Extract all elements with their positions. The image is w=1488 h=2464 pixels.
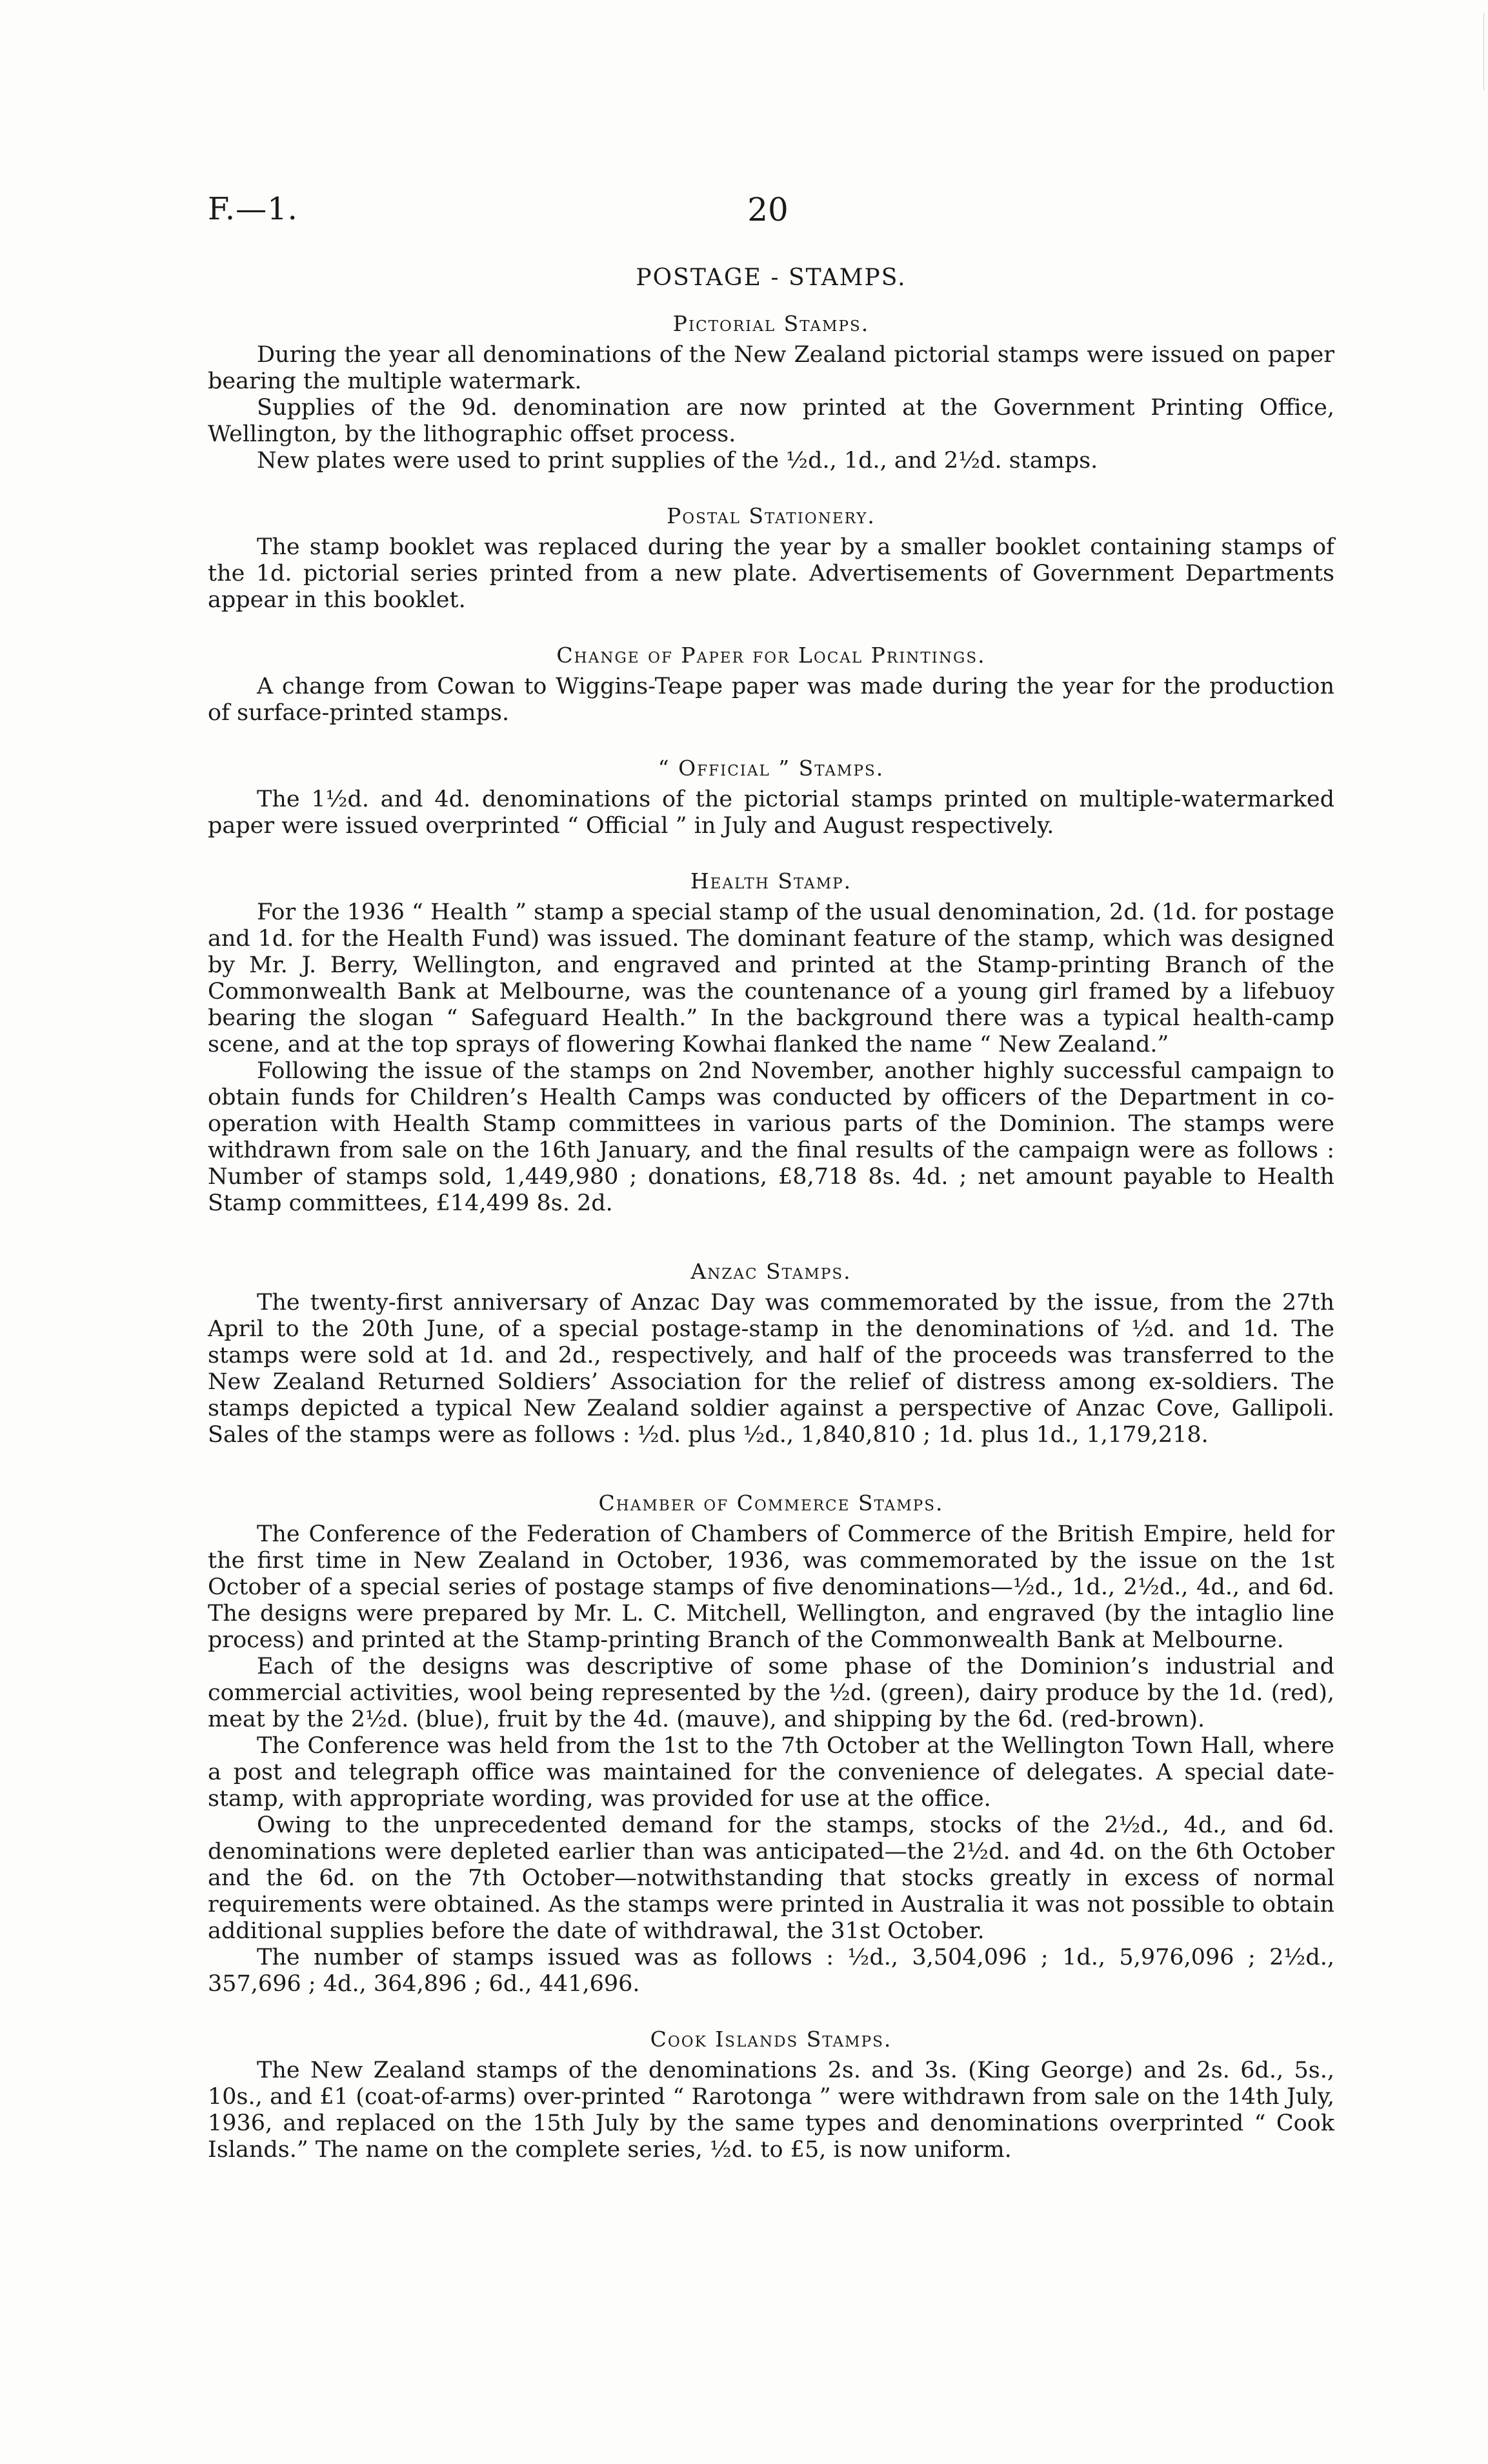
paragraph: The number of stamps issued was as follows : ½d., 3,504,096 ; 1d., 5,976,096 ; 2½d., 357,696 ; 4d., 364,896 ; 6d., 441,696. bbox=[208, 1945, 1334, 1997]
document-body bbox=[208, 265, 1334, 2163]
paragraph: The twenty-first anniversary of Anzac Day was commemorated by the issue, from the 27th April to the 20th June, of a special postage-stamp in the denominations of ½d. and 1d. The stamps were sold at 1d. and 2d., respectively, and half of the proceeds was transferred to the New Zealand Returned Soldiers’ Association for the relief of distress among ex-soldiers. The stamps depicted a typical New Zealand soldier against a perspective of Anzac Cove, Gallipoli. Sales of the stamps were as follows : ½d. plus ½d., 1,840,810 ; 1d. plus 1d., 1,179,218. bbox=[208, 1290, 1334, 1448]
document-reference: F.—1. bbox=[208, 191, 298, 227]
paragraph: The New Zealand stamps of the denominations 2s. and 3s. (King George) and 2s. 6d., 5s., 10s., and £1 (coat-of-arms) over-printed “ Rarotonga ” were withdrawn from sale on the 14th July, 1936, and replaced on the 15th July by the same types and denominations overprinted “ Cook Islands.” The name on the complete series, ½d. to £5, is now uniform. bbox=[208, 2058, 1334, 2163]
paragraph: The 1½d. and 4d. denominations of the pictorial stamps printed on multiple-watermarked paper were issued overprinted “ Official ” in July and August respectively. bbox=[208, 786, 1334, 839]
section-heading: Anzac Stamps. bbox=[690, 1259, 852, 1284]
paragraph: Following the issue of the stamps on 2nd November, another highly successful campaign to obtain funds for Children’s Health Camps was conducted by officers of the Department in co-operation with Health Stamp committees in various parts of the Dominion. The stamps were withdrawn from sale on the 16th January, and the final results of the campaign were as follows : Number of stamps sold, 1,449,980 ; donations, £8,718 8s. 4d. ; net amount payable to Health Stamp committees, £14,499 8s. 2d. bbox=[208, 1058, 1334, 1216]
section-heading: Cook Islands Stamps. bbox=[650, 2027, 892, 2052]
main-title: POSTAGE - STAMPS. bbox=[636, 265, 907, 291]
section-heading: Health Stamp. bbox=[690, 868, 852, 894]
paragraph: The stamp booklet was replaced during the year by a smaller booklet containing stamps of the 1d. pictorial series printed from a new plate. Advertisements of Government Departments appear in this booklet. bbox=[208, 534, 1334, 613]
paragraph: Each of the designs was descriptive of some phase of the Dominion’s industrial and commercial activities, wool being represented by the ½d. (green), dairy produce by the 1d. (red), meat by the 2½d. (blue), fruit by the 4d. (mauve), and shipping by the 6d. (red-brown). bbox=[208, 1654, 1334, 1732]
page-number: 20 bbox=[747, 191, 789, 228]
scan-edge-mark bbox=[1480, 13, 1484, 90]
section-heading: “ Official ” Stamps. bbox=[658, 756, 885, 781]
section-heading: Change of Paper for Local Printings. bbox=[556, 643, 986, 668]
paragraph: During the year all denominations of the New Zealand pictorial stamps were issued on paper bearing the multiple watermark. bbox=[208, 342, 1334, 394]
section-heading: Postal Stationery. bbox=[667, 503, 876, 528]
paragraph: For the 1936 “ Health ” stamp a special stamp of the usual denomination, 2d. (1d. for postage and 1d. for the Health Fund) was issued. The dominant feature of the stamp, which was designed by Mr. J. Berry, Wellington, and engraved and printed at the Stamp-printing Branch of the Commonwealth Bank at Melbourne, was the countenance of a young girl framed by a lifebuoy bearing the slogan “ Safeguard Health.” In the background there was a typical health-camp scene, and at the top sprays of flowering Kowhai flanked the name “ New Zealand.” bbox=[208, 899, 1334, 1057]
paragraph: A change from Cowan to Wiggins-Teape paper was made during the year for the production of surface-printed stamps. bbox=[208, 674, 1334, 726]
section-heading: Pictorial Stamps. bbox=[672, 311, 870, 336]
paragraph: Supplies of the 9d. denomination are now printed at the Government Printing Office, Wellington, by the lithographic offset process. bbox=[208, 395, 1334, 447]
section-heading: Chamber of Commerce Stamps. bbox=[598, 1490, 944, 1516]
paragraph: The Conference of the Federation of Chambers of Commerce of the British Empire, held for the first time in New Zealand in October, 1936, was commemorated by the issue on the 1st October of a special series of postage stamps of five denominations—½d., 1d., 2½d., 4d., and 6d. The designs were prepared by Mr. L. C. Mitchell, Wellington, and engraved (by the intaglio line process) and printed at the Stamp-printing Branch of the Commonwealth Bank at Melbourne. bbox=[208, 1521, 1334, 1653]
paragraph: Owing to the unprecedented demand for the stamps, stocks of the 2½d., 4d., and 6d. denominations were depleted earlier than was anticipated—the 2½d. and 4d. on the 6th October and the 6d. on the 7th October—notwithstanding that stocks greatly in excess of normal requirements were obtained. As the stamps were printed in Australia it was not possible to obtain additional supplies before the date of withdrawal, the 31st October. bbox=[208, 1812, 1334, 1944]
paragraph: New plates were used to print supplies of the ½d., 1d., and 2½d. stamps. bbox=[257, 448, 1098, 474]
paragraph: The Conference was held from the 1st to the 7th October at the Wellington Town Hall, where a post and telegraph office was maintained for the convenience of delegates. A special date-stamp, with appropriate wording, was provided for use at the office. bbox=[208, 1733, 1334, 1812]
